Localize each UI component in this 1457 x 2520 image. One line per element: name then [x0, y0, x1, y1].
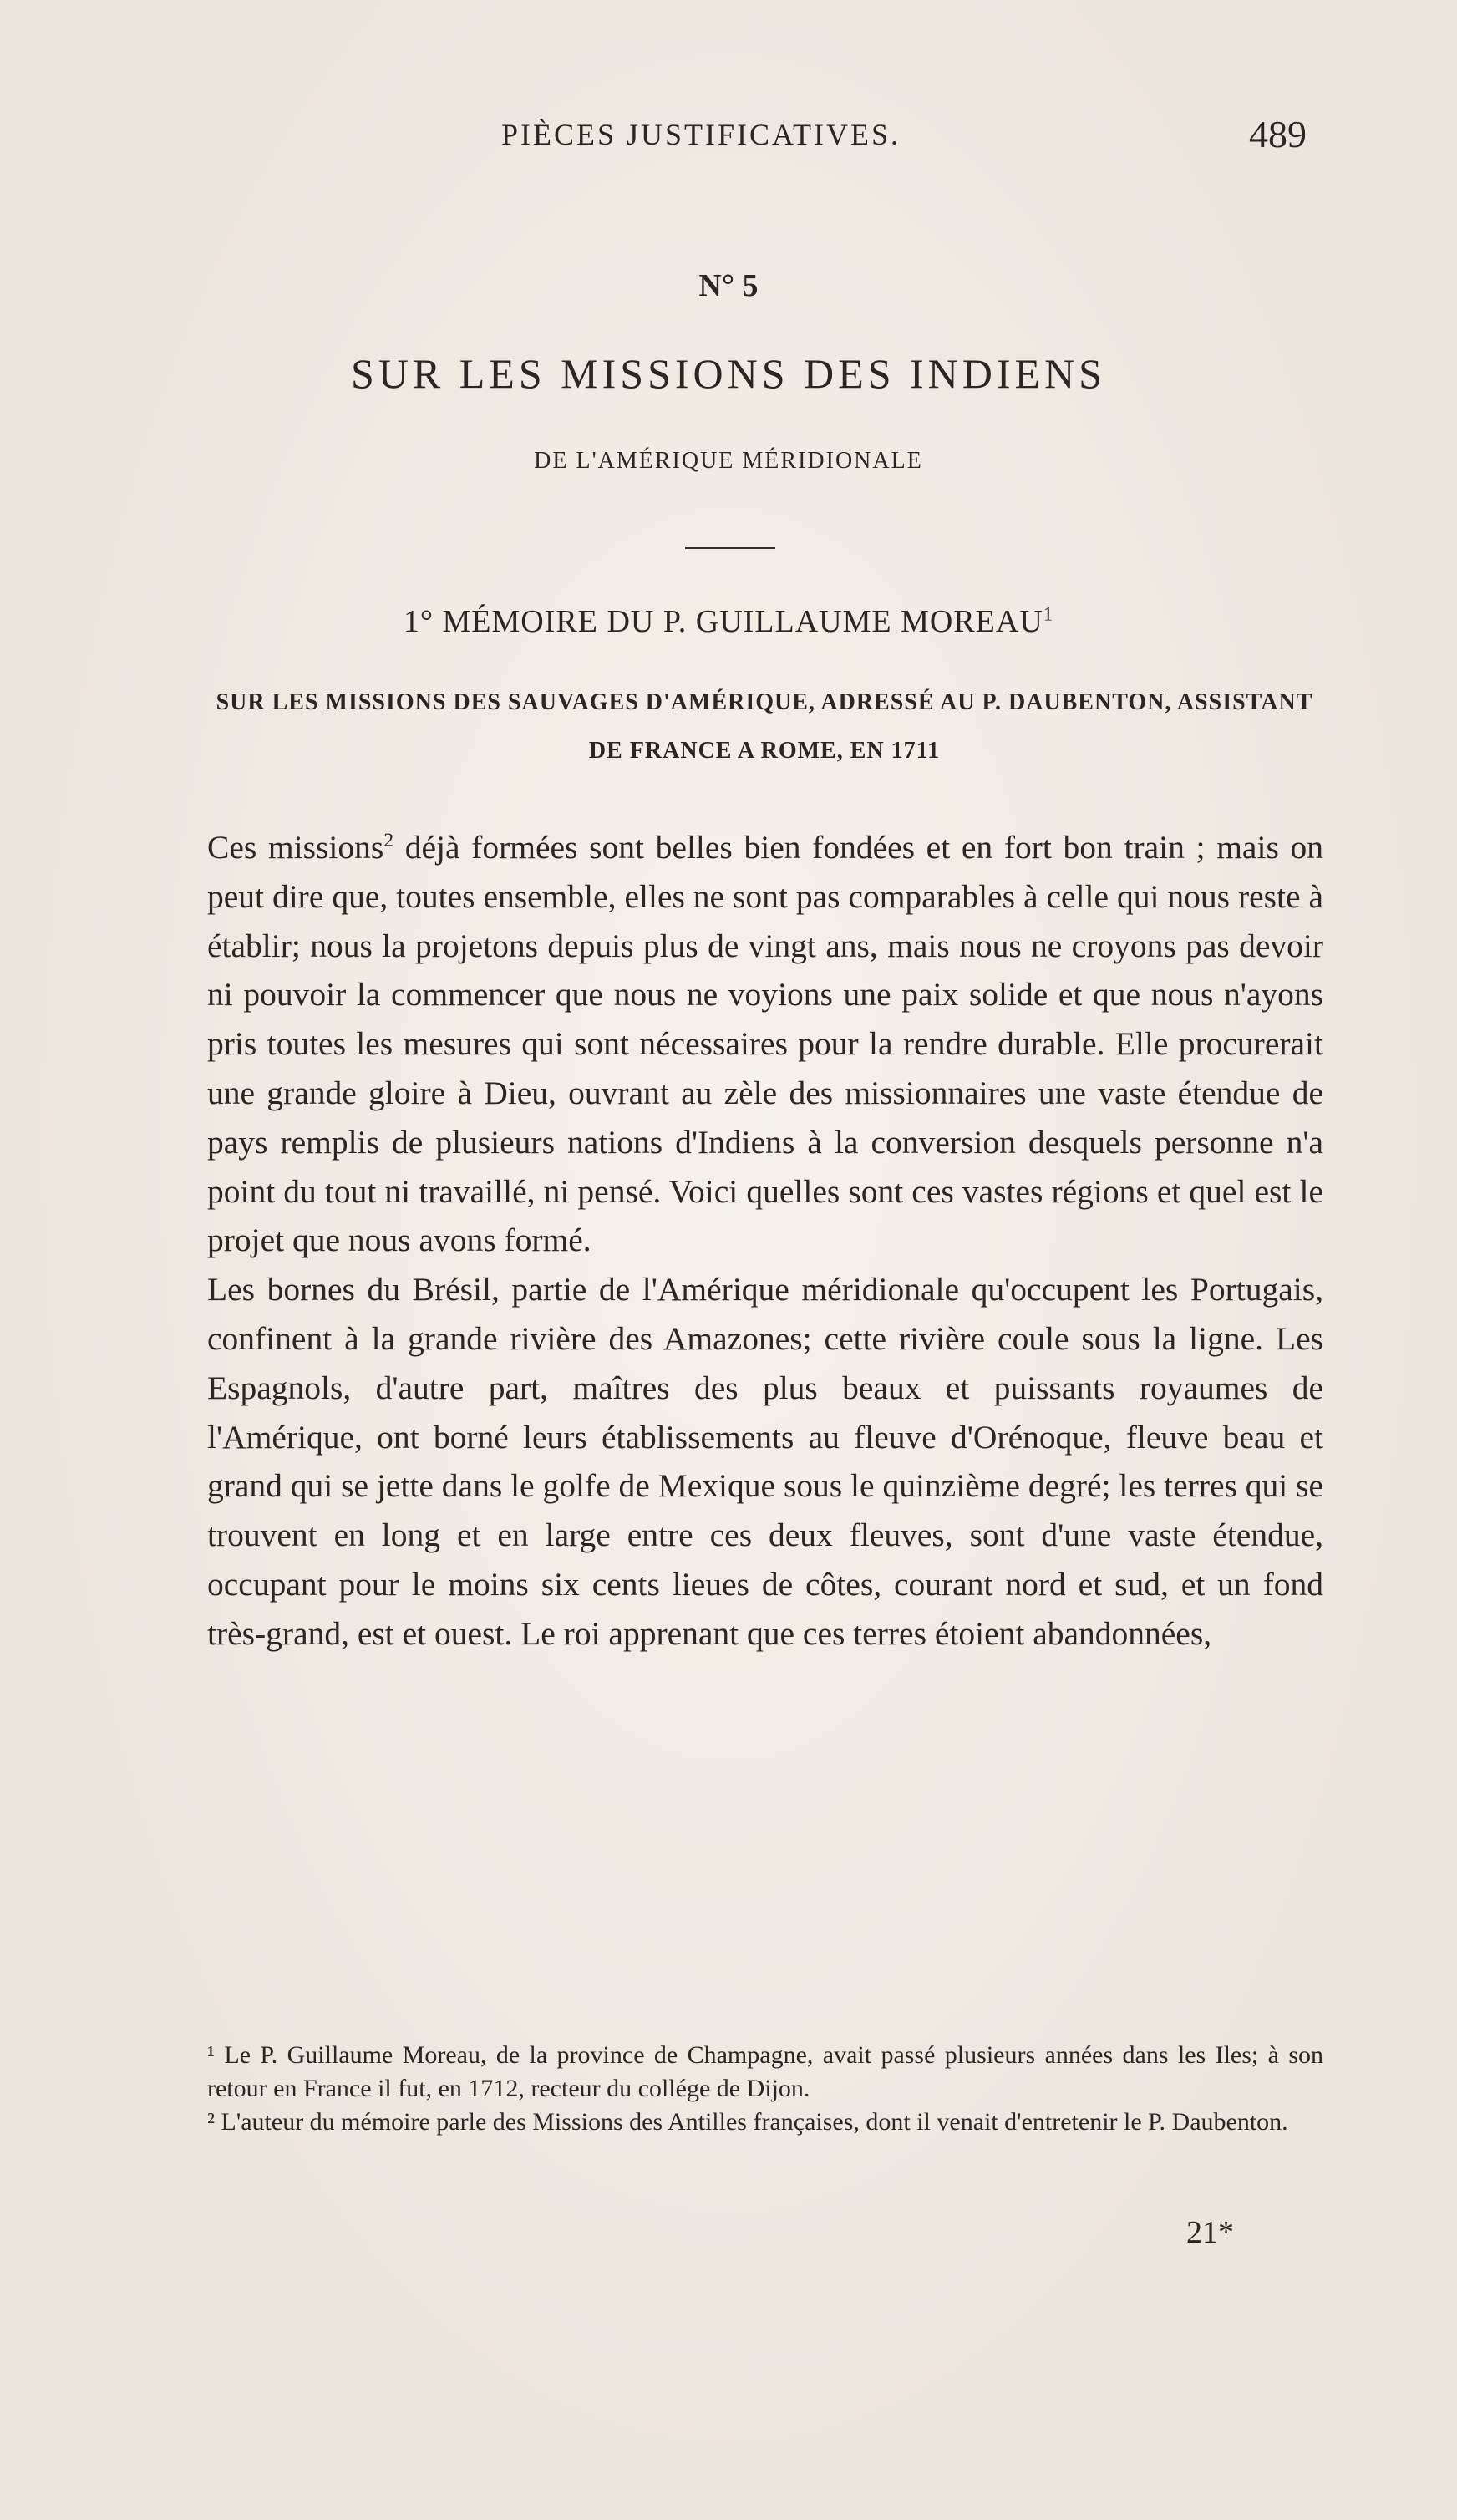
- footnotes: [207, 2039, 1323, 2139]
- memoir-title-text: 1° MÉMOIRE DU P. GUILLAUME MOREAU: [403, 604, 1043, 639]
- body-text: [207, 823, 1323, 1659]
- footnote-ref-1: 1: [1043, 603, 1054, 625]
- paragraph-1-start: Ces missions: [207, 829, 384, 866]
- paragraph-2: Les bornes du Brésil, partie de l'Amérique méridionale qu'occupent les Portugais, confinent à la grande rivière des Amazones; cette rivière coule sous la ligne. Les Espagnols, d'autre part, maîtres des plus beaux et puissants royaumes de l'Amérique, ont borné leurs établissements au fleuve d'Orénoque, fleuve beau et grand qui se jette dans le golfe de Mexique sous le quinzième degré; les terres qui se trouvent en long et en large entre ces deux fleuves, sont d'une vaste étendue, occupant pour le moins six cents lieues de côtes, courant nord et sud, et un fond très-grand, est et ouest. Le roi apprenant que ces terres étoient abandonnées,: [207, 1271, 1323, 1652]
- footnote-ref-2: 2: [383, 829, 394, 851]
- paragraph-1-rest: déjà formées sont belles bien fondées et en fort bon train ; mais on peut dire que, toutes ensemble, elles ne sont pas comparables à celle qui nous reste à établir; nous la projetons depuis plus de vingt ans, mais nous ne croyons pas devoir ni pouvoir la commencer que nous ne voyions une paix solide et que nous n'ayons pris toutes les mesures qui sont nécessaires pour la rendre durable. Elle procurerait une grande gloire à Dieu, ouvrant au zèle des missionnaires une vaste étendue de pays remplis de plusieurs nations d'Indiens à la conversion desquels personne n'a point du tout ni travaillé, ni pensé. Voici quelles sont ces vastes régions et quel est le projet que nous avons formé.: [207, 829, 1323, 1259]
- paragraph-1: [207, 823, 1323, 1265]
- page-number: 489: [1249, 113, 1307, 155]
- subtitle: DE L'AMÉRIQUE MÉRIDIONALE: [534, 448, 923, 474]
- signature-mark: 21*: [1186, 2215, 1234, 2250]
- document-number: N° 5: [698, 268, 759, 303]
- memoir-subtitle: SUR LES MISSIONS DES SAUVAGES D'AMÉRIQUE, ADRESSÉ AU P. DAUBENTON, ASSISTANT DE FRANCE A ROME, EN 1711: [216, 689, 1313, 764]
- footnote-1: ¹ Le P. Guillaume Moreau, de la province de Champagne, avait passé plusieurs années dans les Iles; à son retour en France il fut, en 1712, recteur du collége de Dijon.: [207, 2041, 1323, 2102]
- running-head: PIÈCES JUSTIFICATIVES.: [501, 118, 901, 151]
- footnote-2: ² L'auteur du mémoire parle des Missions des Antilles françaises, dont il venait d'entretenir le P. Daubenton.: [207, 2108, 1288, 2136]
- title-rule: [685, 547, 775, 549]
- memoir-title: [0, 603, 1457, 640]
- main-title: SUR LES MISSIONS DES INDIENS: [351, 350, 1106, 397]
